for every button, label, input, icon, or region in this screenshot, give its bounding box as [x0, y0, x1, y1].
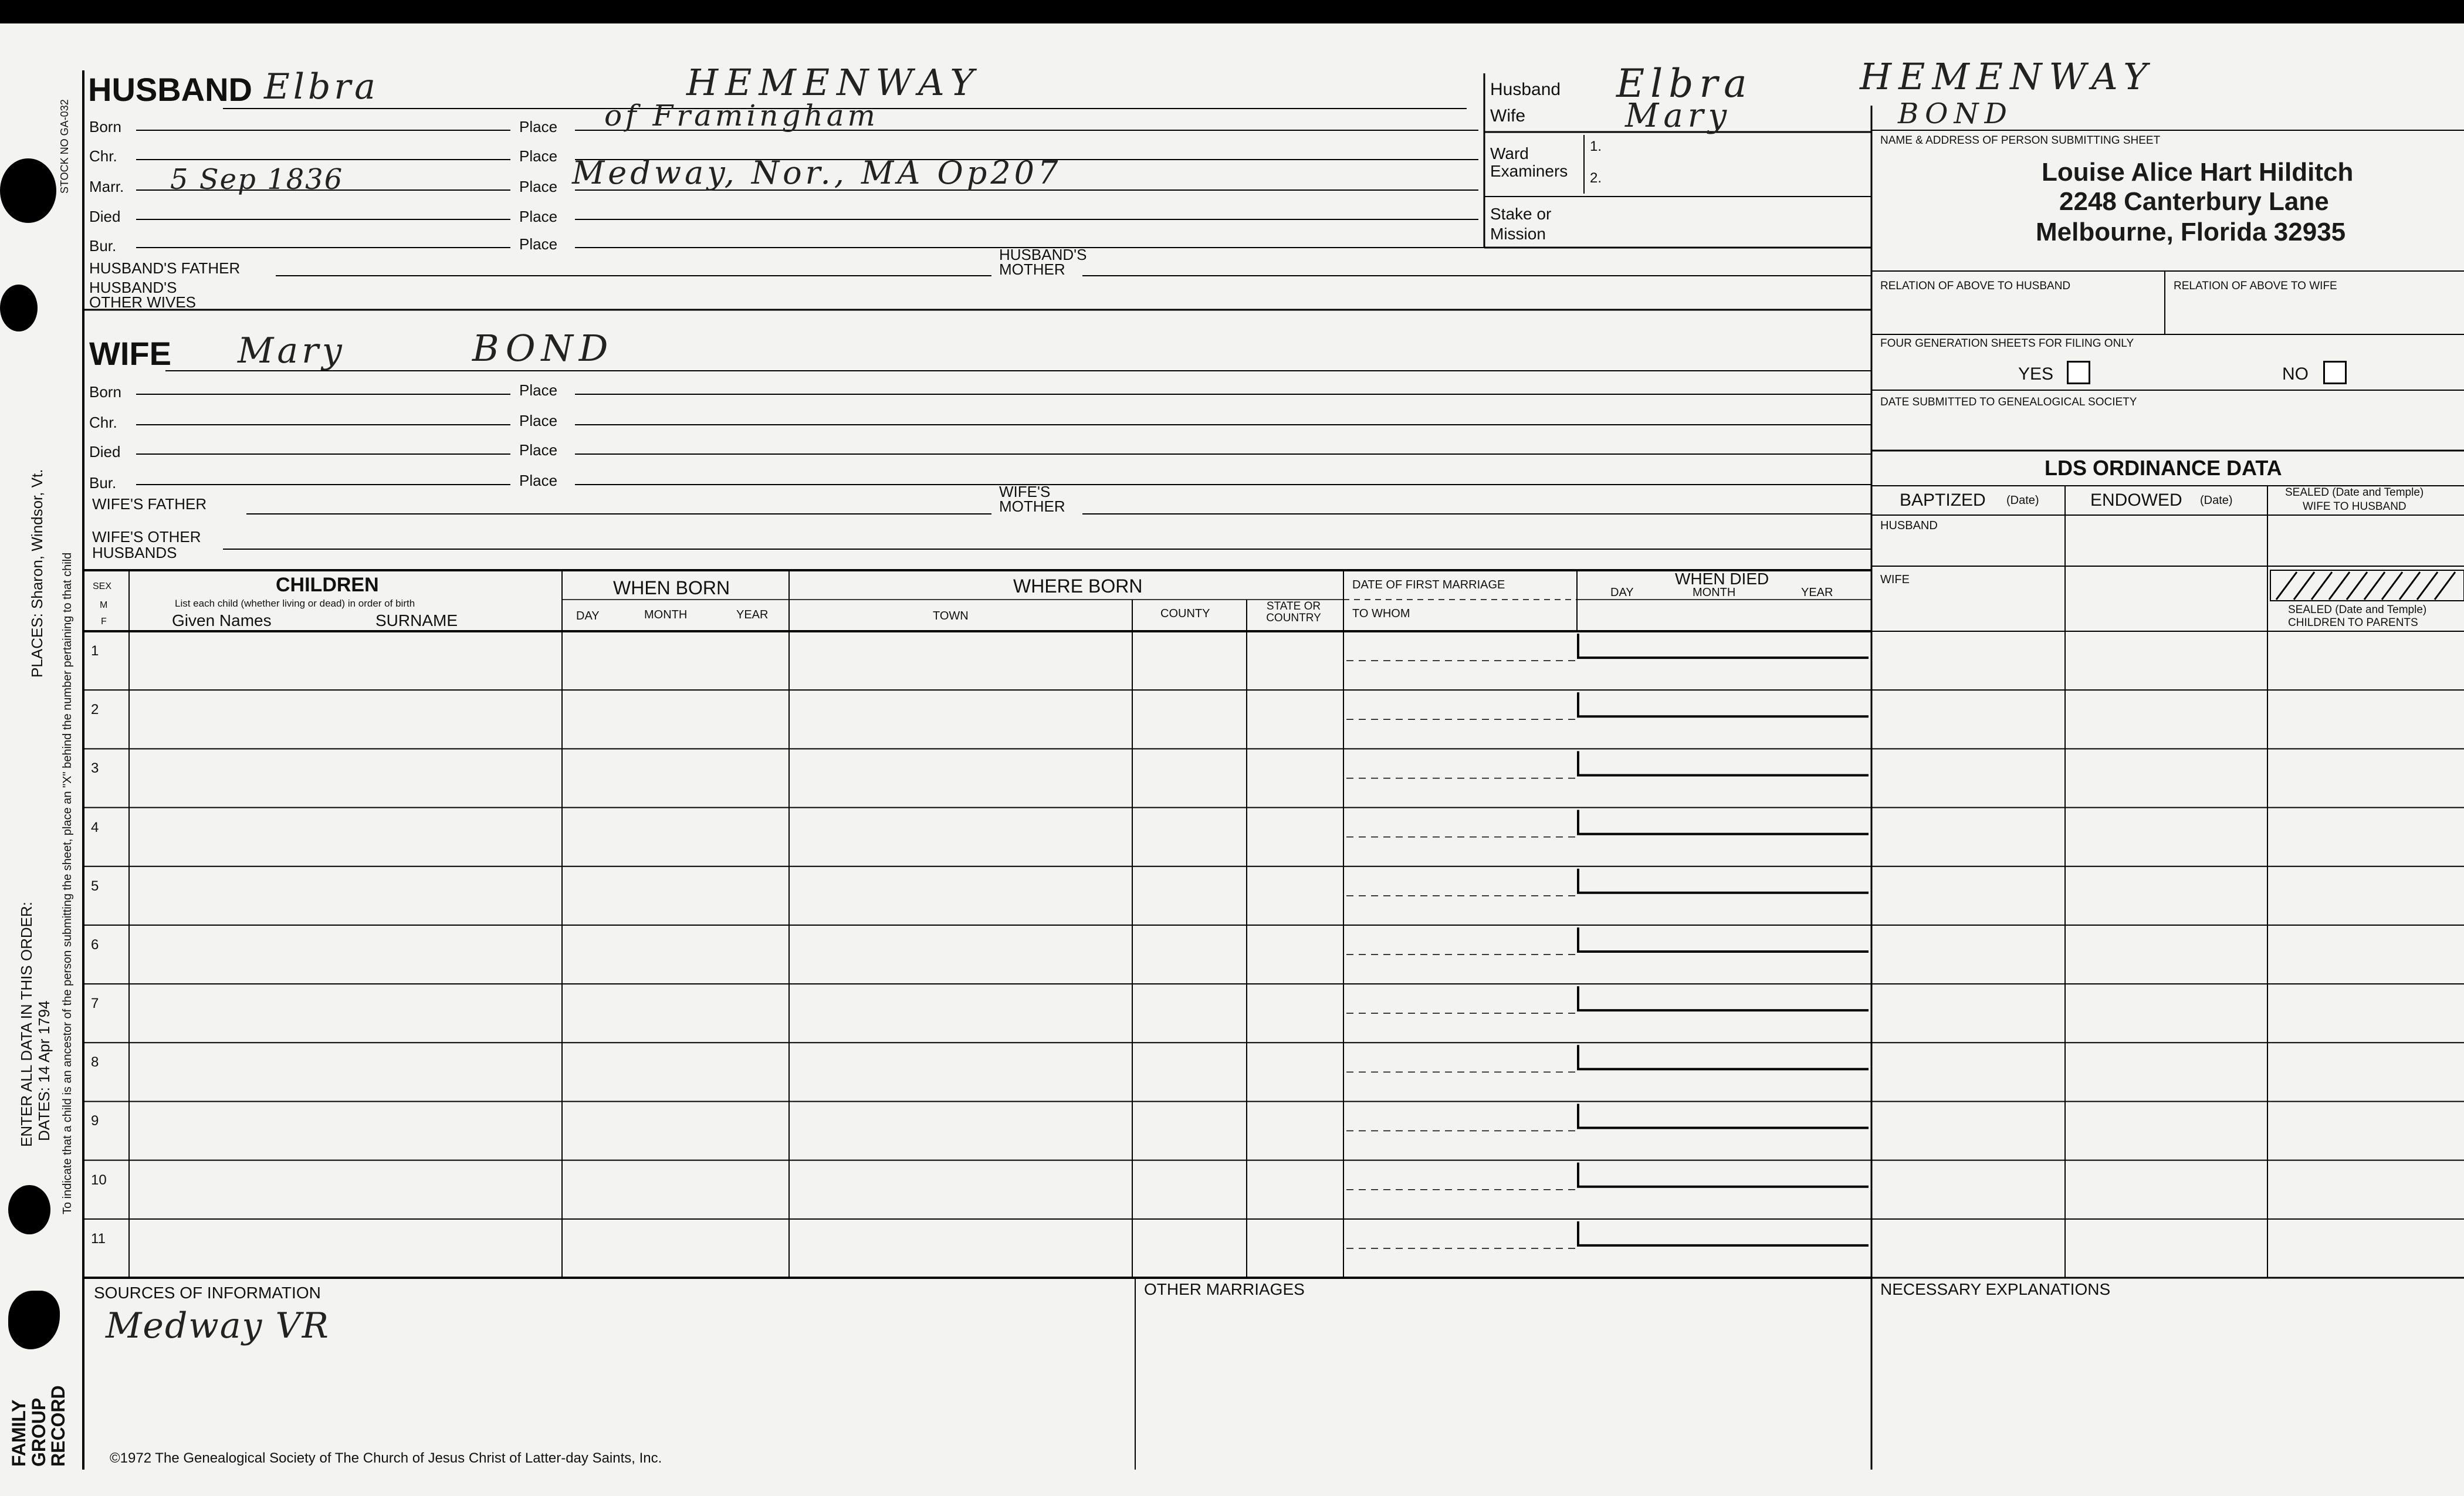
child-row-number: 3: [91, 760, 99, 777]
when-died-box: [1578, 1104, 1869, 1128]
wife-other-husbands-label: WIFE'S OTHER HUSBANDS: [92, 528, 201, 562]
child-row-number: 7: [91, 996, 99, 1012]
baptized-date-label: (Date): [2006, 494, 2039, 507]
sealed-wife-label: SEALED (Date and Temple): [2285, 486, 2424, 499]
lds-husband-row-label: HUSBAND: [1880, 519, 1938, 532]
examiner-1: 1.: [1590, 138, 1602, 154]
children-to-parents-label: CHILDREN TO PARENTS: [2288, 617, 2418, 629]
county-label: COUNTY: [1160, 607, 1210, 620]
died-month-label: MONTH: [1693, 586, 1736, 599]
sealed-children-label: SEALED (Date and Temple): [2288, 604, 2427, 616]
wife-bur-label: Bur.: [89, 474, 117, 492]
examiners-label: Examiners: [1490, 162, 1568, 180]
wife-mother-label: WIFE'S MOTHER: [999, 483, 1065, 515]
when-died-box: [1578, 1221, 1869, 1245]
explanations-label: NECESSARY EXPLANATIONS: [1880, 1280, 2111, 1298]
state-country-label: STATE OR COUNTRY: [1266, 600, 1321, 624]
died-day-label: DAY: [1610, 586, 1634, 599]
husband-surname[interactable]: HEMENWAY: [686, 61, 981, 104]
summary-wife-given[interactable]: Mary: [1625, 97, 1732, 135]
lds-wife-row-label: WIFE: [1880, 573, 1910, 586]
child-row-number: 1: [91, 643, 99, 659]
when-died-box: [1578, 1163, 1869, 1187]
form-title: [9, 1349, 69, 1467]
wife-given-name[interactable]: Mary: [238, 330, 346, 371]
husband-father-label: HUSBAND'S FATHER: [89, 259, 241, 277]
first-marriage-label: DATE OF FIRST MARRIAGE: [1352, 578, 1505, 591]
husband-marr-label: Marr.: [89, 178, 124, 195]
stock-number: STOCK NO GA-032: [59, 99, 70, 194]
born-year-label: YEAR: [736, 608, 769, 621]
when-died-box: [1578, 869, 1869, 893]
wife-father-label: WIFE'S FATHER: [92, 495, 207, 513]
born-month-label: MONTH: [644, 608, 688, 621]
given-names-label: Given Names: [172, 611, 272, 629]
when-died-box: [1578, 751, 1869, 775]
husband-other-wives-label: HUSBAND'S OTHER WIVES: [89, 279, 197, 311]
husband-given-name[interactable]: Elbra: [264, 66, 379, 107]
when-died-box: [1578, 810, 1869, 834]
when-born-label: WHEN BORN: [613, 577, 730, 598]
husband-born-place[interactable]: of Framingham: [604, 99, 879, 133]
place-label: Place: [519, 147, 558, 165]
place-label: Place: [519, 381, 558, 399]
ancestor-instruction: To indicate that a child is an ancestor of the person submitting the sheet, place an "X" behind the number pertaining to that child: [61, 552, 74, 1214]
place-label: Place: [519, 412, 558, 429]
place-label: Place: [519, 208, 558, 225]
child-row-number: 9: [91, 1113, 99, 1129]
endowed-date-label: (Date): [2200, 494, 2233, 507]
enter-all-instruction: ENTER ALL DATA IN THIS ORDER:: [18, 901, 35, 1147]
when-died-box: [1578, 634, 1869, 658]
summary-wife-surname[interactable]: BOND: [1898, 97, 2013, 130]
date-submitted-label: DATE SUBMITTED TO GENEALOGICAL SOCIETY: [1880, 396, 2137, 408]
yes-checkbox[interactable]: [2067, 361, 2090, 384]
baptized-label: BAPTIZED: [1900, 490, 1986, 510]
children-instruction: List each child (whether living or dead) in order of birth: [175, 598, 415, 609]
stake-mission-label: Stake or Mission: [1490, 205, 1552, 243]
sex-m-label: M: [100, 600, 108, 610]
summary-husband-given[interactable]: Elbra: [1616, 61, 1753, 106]
child-row-number: 4: [91, 819, 99, 835]
surname-label: SURNAME: [375, 611, 458, 629]
to-whom-label: TO WHOM: [1352, 607, 1410, 620]
wife-surname[interactable]: BOND: [472, 327, 614, 370]
examiner-2: 2.: [1590, 170, 1602, 186]
sex-f-label: F: [101, 617, 107, 627]
place-label: Place: [519, 472, 558, 489]
child-row-number: 10: [91, 1172, 107, 1188]
wife-chr-label: Chr.: [89, 414, 117, 431]
when-died-box: [1578, 928, 1869, 952]
children-row-lines: [83, 634, 2464, 1248]
sex-label: SEX: [93, 581, 112, 591]
summary-husband-label: Husband: [1490, 80, 1561, 99]
places-example: PLACES: Sharon, Windsor, Vt.: [28, 469, 46, 678]
copyright: ©1972 The Genealogical Society of The Church of Jesus Christ of Latter-day Saints, Inc.: [110, 1450, 662, 1466]
husband-marr-date[interactable]: 5 Sep 1836: [170, 163, 344, 196]
no-checkbox[interactable]: [2323, 361, 2347, 384]
place-label: Place: [519, 441, 558, 459]
relation-husband-label: RELATION OF ABOVE TO HUSBAND: [1880, 280, 2071, 292]
no-label: NO: [2282, 364, 2309, 384]
four-generation-label: FOUR GENERATION SHEETS FOR FILING ONLY: [1880, 337, 2134, 350]
sources-value[interactable]: Medway VR: [106, 1305, 330, 1346]
when-died-label: WHEN DIED: [1675, 570, 1769, 588]
ward-label: Ward: [1490, 144, 1529, 163]
dates-example: DATES: 14 Apr 1794: [35, 1000, 53, 1141]
form-title-line: RECORD: [48, 1385, 69, 1467]
form-title-line: GROUP: [28, 1397, 49, 1467]
submitter-city[interactable]: Melbourne, Florida 32935: [2036, 218, 2346, 246]
other-marriages-label: OTHER MARRIAGES: [1144, 1280, 1305, 1298]
husband-bur-label: Bur.: [89, 237, 117, 255]
when-died-box: [1578, 986, 1869, 1010]
child-row-number: 11: [91, 1230, 106, 1247]
form-title-line: FAMILY: [8, 1399, 29, 1467]
husband-marr-place[interactable]: Medway, Nor., MA Op207: [572, 154, 1062, 191]
place-label: Place: [519, 178, 558, 195]
wife-label: WIFE: [89, 335, 171, 372]
child-row-number: 2: [91, 702, 99, 718]
when-died-box: [1578, 1045, 1869, 1069]
summary-husband-surname[interactable]: HEMENWAY: [1860, 55, 2155, 98]
husband-chr-label: Chr.: [89, 147, 117, 165]
submitter-name[interactable]: Louise Alice Hart Hilditch: [2042, 158, 2354, 187]
place-label: Place: [519, 118, 558, 136]
child-row-number: 5: [91, 878, 99, 894]
submitter-street[interactable]: 2248 Canterbury Lane: [2059, 187, 2329, 216]
wife-born-label: Born: [89, 383, 121, 401]
born-day-label: DAY: [576, 610, 600, 622]
endowed-label: ENDOWED: [2090, 490, 2182, 510]
submitter-label: NAME & ADDRESS OF PERSON SUBMITTING SHEET: [1880, 134, 2161, 147]
died-year-label: YEAR: [1801, 586, 1833, 599]
husband-born-label: Born: [89, 118, 121, 136]
relation-wife-label: RELATION OF ABOVE TO WIFE: [2174, 280, 2337, 292]
place-label: Place: [519, 235, 558, 253]
husband-label: HUSBAND: [88, 71, 252, 108]
children-title: CHILDREN: [276, 574, 379, 596]
sources-label: SOURCES OF INFORMATION: [94, 1284, 321, 1302]
town-label: TOWN: [933, 610, 969, 622]
when-died-box: [1578, 692, 1869, 716]
wife-died-label: Died: [89, 443, 121, 461]
where-born-label: WHERE BORN: [1013, 576, 1143, 597]
lds-title: LDS ORDINANCE DATA: [2045, 456, 2282, 480]
summary-wife-label: Wife: [1490, 106, 1525, 126]
husband-died-label: Died: [89, 208, 121, 225]
wife-to-husband-label: WIFE TO HUSBAND: [2303, 500, 2407, 513]
yes-label: YES: [2018, 364, 2054, 384]
child-row-number: 8: [91, 1054, 99, 1071]
child-row-number: 6: [91, 936, 99, 953]
husband-mother-label: HUSBAND'S MOTHER: [999, 246, 1087, 278]
